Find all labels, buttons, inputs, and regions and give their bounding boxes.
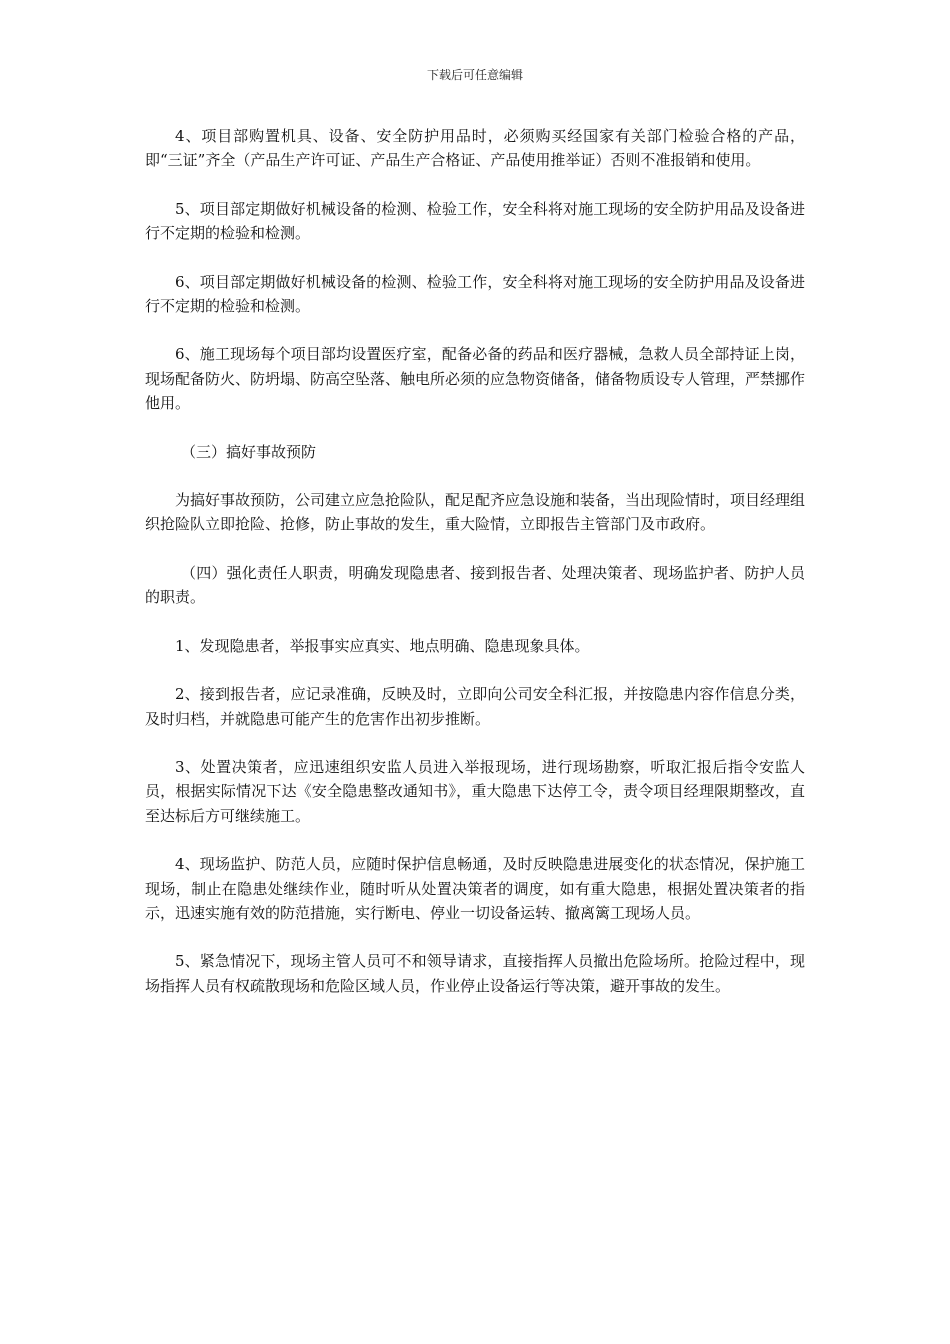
paragraph-item-6-inspection: 6、项目部定期做好机械设备的检测、检验工作，安全科将对施工现场的安全防护用品及设备进行不定期的检验和检测。 (145, 272, 805, 316)
paragraph-item-3-decision-maker: 3、处置决策者，应迅速组织安监人员进入举报现场，进行现场勘察，听取汇报后指令安监人员，根据实际情况下达《安全隐患整改通知书》，重大隐患下达停工令，责令项目经理限期整改，直至达标后方可继续施工。 (145, 757, 805, 825)
section-heading-responsibilities: （四）强化责任人职责，明确发现隐患者、接到报告者、处理决策者、现场监护者、防护人员的职责。 (145, 563, 805, 607)
paragraph-item-5-emergency: 5、紧急情况下，现场主管人员可不和领导请求，直接指挥人员撤出危险场所。抢险过程中，现场指挥人员有权疏散现场和危险区域人员，作业停止设备运行等决策，避开事故的发生。 (145, 952, 805, 995)
paragraph-item-2-receiver: 2、接到报告者，应记录准确，反映及时，立即向公司安全科汇报，并按隐患内容作信息分类，及时归档，并就隐患可能产生的危害作出初步推断。 (145, 685, 805, 728)
page-header: 下载后可任意编辑 (426, 68, 523, 82)
paragraph-item-4-procurement: 4、项目部购置机具、设备、安全防护用品时，必须购买经国家有关部门检验合格的产品，即“三证”齐全（产品生产许可证、产品生产合格证、产品使用推举证）否则不准报销和使用。 (145, 127, 805, 170)
paragraph-item-4-site-monitor: 4、现场监护、防范人员，应随时保护信息畅通，及时反映隐患进展变化的状态情况，保护施工现场，制止在隐患处继续作业，随时听从处置决策者的调度，如有重大隐患，根据处置决策者的指示，迅速实施有效的防范措施，实行断电、停业一切设备运转、撤离篱工现场人员。 (145, 855, 805, 922)
paragraph-item-5-inspection: 5、项目部定期做好机械设备的检测、检验工作，安全科将对施工现场的安全防护用品及设备进行不定期的检验和检测。 (145, 199, 805, 243)
section-heading-accident-prevention: （三）搞好事故预防 (181, 442, 317, 461)
paragraph-item-6-medical-room: 6、施工现场每个项目部均设置医疗室，配备必备的药品和医疗器械，急救人员全部持证上岗，现场配备防火、防坍塌、防高空坠落、触电所必须的应急物资储备，储备物质设专人管理，严禁挪作他用。 (145, 345, 806, 413)
paragraph-item-1-discoverer: 1、发现隐患者，举报事实应真实、地点明确、隐患现象具体。 (175, 636, 590, 655)
document-body (145, 124, 805, 1022)
paragraph-emergency-team: 为搞好事故预防，公司建立应急抢险队，配足配齐应急设施和装备，当出现险情时，项目经理组织抢险队立即抢险、抢修，防止事故的发生，重大险情，立即报告主管部门及市政府。 (145, 491, 806, 534)
